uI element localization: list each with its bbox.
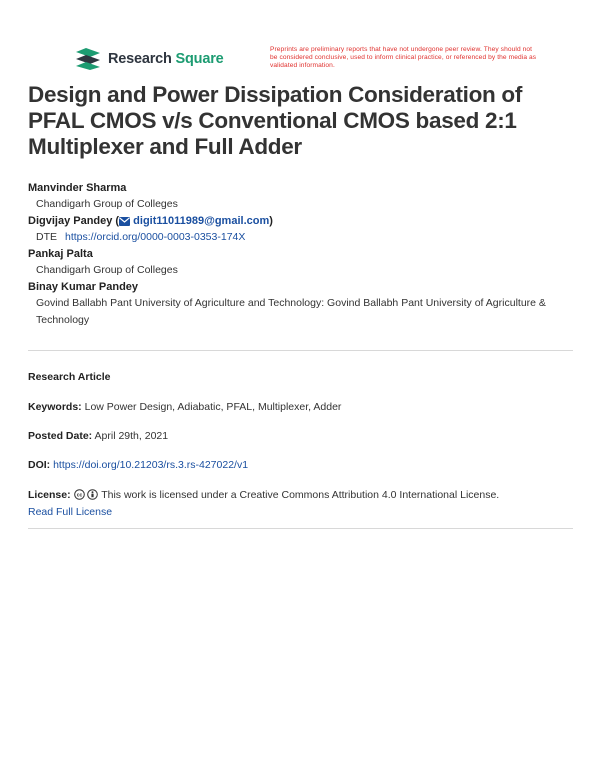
author-list [28,180,576,329]
posted-date-row [28,428,576,445]
author-affiliation: Chandigarh Group of Colleges [36,198,178,210]
author-name: Digvijay Pandey [28,215,113,227]
research-square-logo-icon [74,48,102,70]
doi-row [28,457,576,474]
author-name: Pankaj Palta [28,248,93,260]
keywords-row [28,399,576,416]
paper-title: Design and Power Dissipation Consideration of PFAL CMOS v/s Conventional CMOS based 2:1 Multiplexer and Full Adder [28,82,523,159]
author-name-with-email: Digvijay Pandey ( digit11011989@gmail.com) [28,215,273,227]
divider [28,350,573,351]
envelope-icon [119,217,130,226]
svg-text:cc: cc [76,492,82,499]
author-affiliation-orcid [28,229,576,246]
preprint-disclaimer: Preprints are preliminary reports that have not undergone peer review. They should not be considered conclusive, used to inform clinical practice, or referenced by the media as validated information. [270,46,537,69]
license-row [28,487,576,521]
orcid-link[interactable]: https://orcid.org/0000-0003-0353-174X [65,231,246,243]
posted-date-label: Posted Date: [28,430,93,442]
author-email-link[interactable]: digit11011989@gmail.com [133,215,270,227]
attribution-icon [87,489,98,500]
logo-wordmark: Research Square [108,51,224,67]
read-full-license-link[interactable]: Read Full License [28,506,113,518]
author-name: Manvinder Sharma [28,182,127,194]
author-name: Binay Kumar Pandey [28,281,139,293]
author-affiliation: DTE [36,231,57,243]
doi-link[interactable]: https://doi.org/10.21203/rs.3.rs-427022/v1 [53,459,249,471]
author-affiliation: Chandigarh Group of Colleges [36,264,178,276]
license-label: License: [28,489,71,501]
creative-commons-icon [74,489,85,500]
author-affiliation: Govind Ballabh Pant University of Agriculture and Technology: Govind Ballabh Pant University of Agriculture & Technology [36,297,546,326]
keywords-value: Low Power Design, Adiabatic, PFAL, Multiplexer, Adder [84,401,342,413]
article-type: Research Article [28,371,111,383]
license-text: This work is licensed under a Creative Commons Attribution 4.0 International License. [101,489,500,501]
divider [28,528,573,529]
posted-date-value: April 29th, 2021 [94,430,169,442]
research-square-logo[interactable] [74,48,224,70]
keywords-label: Keywords: [28,401,82,413]
header [74,46,574,76]
doi-label: DOI: [28,459,51,471]
